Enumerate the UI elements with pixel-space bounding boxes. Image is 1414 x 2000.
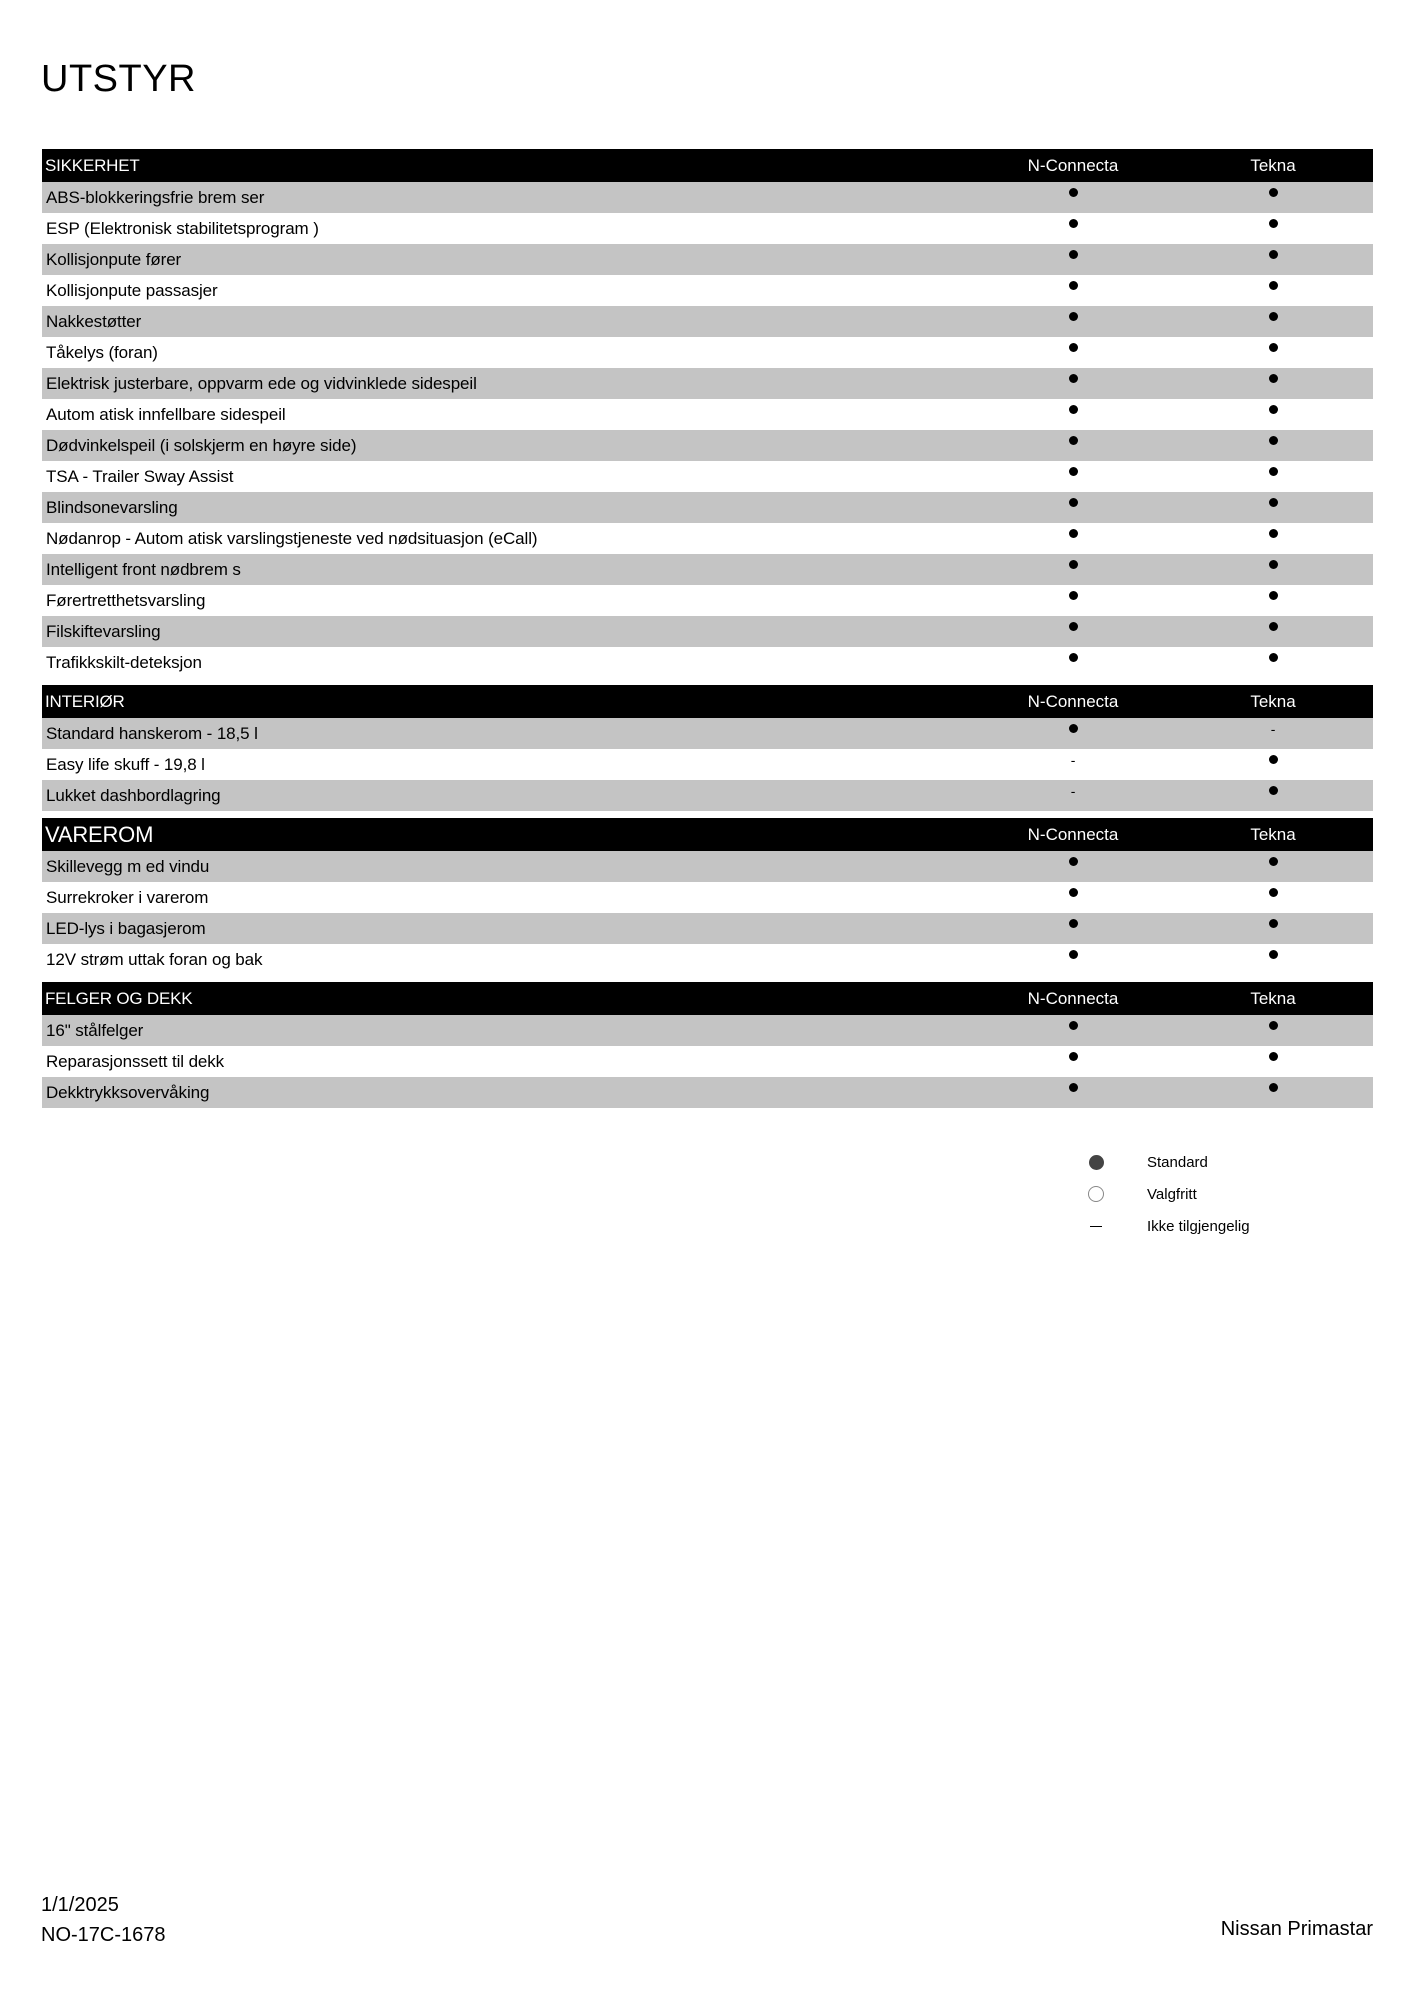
- value-cell: [973, 1046, 1173, 1077]
- value-cell: [973, 718, 1173, 749]
- standard-dot-icon: [1069, 312, 1078, 321]
- value-cell: [973, 275, 1173, 306]
- table-row: [42, 1046, 1373, 1077]
- row-label: Filskiftevarsling: [46, 621, 161, 641]
- legend-item-standard: [1075, 1146, 1315, 1178]
- value-cell: [973, 430, 1173, 461]
- column-header: N-Connecta: [1027, 691, 1119, 711]
- row-label: Reparasjonssett til dekk: [46, 1051, 225, 1071]
- column-header: N-Connecta: [1027, 824, 1119, 844]
- hollow-circle-icon: [1088, 1186, 1104, 1202]
- footer-left: [41, 1890, 166, 1950]
- row-label: Elektrisk justerbare, oppvarm ede og vidvinklede sidespeil: [46, 373, 477, 393]
- value-cell: [1173, 275, 1373, 306]
- standard-dot-icon: [1069, 653, 1078, 662]
- standard-dot-icon: [1069, 219, 1078, 228]
- row-label: Kollisjonpute fører: [46, 249, 182, 269]
- table-row: [42, 780, 1373, 811]
- standard-dot-icon: [1269, 529, 1278, 538]
- legend-label: Valgfritt: [1147, 1185, 1197, 1203]
- standard-dot-icon: [1069, 188, 1078, 197]
- section-title: INTERIØR: [45, 691, 125, 711]
- standard-dot-icon: [1269, 250, 1278, 259]
- legend-label: Standard: [1147, 1153, 1208, 1171]
- column-header: Tekna: [1250, 691, 1296, 711]
- row-label: Førertretthetsvarsling: [46, 590, 206, 610]
- standard-dot-icon: [1069, 281, 1078, 290]
- standard-dot-icon: [1069, 498, 1078, 507]
- standard-dot-icon: [1069, 1021, 1078, 1030]
- standard-dot-icon: [1269, 888, 1278, 897]
- value-cell: [973, 585, 1173, 616]
- row-label: ABS-blokkeringsfrie brem ser: [46, 187, 265, 207]
- row-label: LED-lys i bagasjerom: [46, 918, 206, 938]
- standard-dot-icon: [1269, 405, 1278, 414]
- not-available-dash: -: [1270, 721, 1276, 737]
- table-row: [42, 430, 1373, 461]
- row-label: Tåkelys (foran): [46, 342, 158, 362]
- table-row: [42, 461, 1373, 492]
- row-label: Dekktrykksovervåking: [46, 1082, 210, 1102]
- column-header: Tekna: [1250, 824, 1296, 844]
- legend: [1075, 1146, 1315, 1242]
- section-header: [42, 685, 1373, 718]
- standard-dot-icon: [1269, 436, 1278, 445]
- legend-item-optional: [1075, 1178, 1315, 1210]
- standard-dot-icon: [1269, 1021, 1278, 1030]
- value-cell: [1173, 244, 1373, 275]
- value-cell: [973, 523, 1173, 554]
- value-cell: [1173, 616, 1373, 647]
- standard-dot-icon: [1069, 529, 1078, 538]
- column-header: N-Connecta: [1027, 988, 1119, 1008]
- value-cell: [973, 337, 1173, 368]
- standard-dot-icon: [1069, 560, 1078, 569]
- value-cell: [973, 851, 1173, 882]
- row-label: Easy life skuff - 19,8 l: [46, 754, 205, 774]
- standard-dot-icon: [1269, 919, 1278, 928]
- standard-dot-icon: [1269, 1083, 1278, 1092]
- table-row: [42, 492, 1373, 523]
- standard-dot-icon: [1269, 343, 1278, 352]
- standard-dot-icon: [1269, 857, 1278, 866]
- equipment-tables: [42, 149, 1373, 1115]
- section-header: [42, 149, 1373, 182]
- table-row: [42, 523, 1373, 554]
- table-row: [42, 368, 1373, 399]
- row-label: Standard hanskerom - 18,5 l: [46, 723, 258, 743]
- value-cell: [1173, 461, 1373, 492]
- standard-dot-icon: [1069, 1083, 1078, 1092]
- value-cell: [1173, 585, 1373, 616]
- row-label: 12V strøm uttak foran og bak: [46, 949, 263, 969]
- value-cell: [1173, 430, 1373, 461]
- value-cell: [973, 616, 1173, 647]
- section-header: [42, 982, 1373, 1015]
- standard-dot-icon: [1269, 653, 1278, 662]
- row-label: Dødvinkelspeil (i solskjerm en høyre side): [46, 435, 357, 455]
- value-cell: [1173, 523, 1373, 554]
- row-label: Surrekroker i varerom: [46, 887, 209, 907]
- value-cell: [1173, 780, 1373, 811]
- standard-dot-icon: [1069, 405, 1078, 414]
- value-cell: [973, 749, 1173, 780]
- column-header: Tekna: [1250, 988, 1296, 1008]
- value-cell: [973, 368, 1173, 399]
- legend-symbol: [1075, 1186, 1117, 1202]
- value-cell: [973, 882, 1173, 913]
- row-label: TSA - Trailer Sway Assist: [46, 466, 234, 486]
- row-label: Nødanrop - Autom atisk varslingstjeneste ved nødsituasjon (eCall): [46, 528, 538, 548]
- value-cell: [973, 1077, 1173, 1108]
- table-row: [42, 306, 1373, 337]
- standard-dot-icon: [1269, 622, 1278, 631]
- value-cell: [1173, 1046, 1373, 1077]
- not-available-dash: -: [1070, 752, 1076, 768]
- section-title: FELGER OG DEKK: [45, 988, 193, 1008]
- table-row: [42, 718, 1373, 749]
- section-varerom: [42, 818, 1373, 975]
- table-row: [42, 851, 1373, 882]
- standard-dot-icon: [1069, 343, 1078, 352]
- value-cell: [973, 492, 1173, 523]
- value-cell: [1173, 492, 1373, 523]
- standard-dot-icon: [1269, 786, 1278, 795]
- legend-label: Ikke tilgjengelig: [1147, 1217, 1250, 1235]
- value-cell: [1173, 306, 1373, 337]
- legend-symbol: [1075, 1226, 1117, 1227]
- standard-dot-icon: [1269, 498, 1278, 507]
- standard-dot-icon: [1269, 591, 1278, 600]
- section-felger-og-dekk: [42, 982, 1373, 1108]
- value-cell: [973, 780, 1173, 811]
- value-cell: [1173, 1077, 1373, 1108]
- column-header: N-Connecta: [1027, 155, 1119, 175]
- row-label: Autom atisk innfellbare sidespeil: [46, 404, 286, 424]
- table-row: [42, 399, 1373, 430]
- standard-dot-icon: [1069, 857, 1078, 866]
- dash-icon: [1090, 1226, 1102, 1227]
- standard-dot-icon: [1069, 436, 1078, 445]
- standard-dot-icon: [1269, 281, 1278, 290]
- table-row: [42, 913, 1373, 944]
- value-cell: [1173, 213, 1373, 244]
- value-cell: [1173, 1015, 1373, 1046]
- standard-dot-icon: [1269, 312, 1278, 321]
- value-cell: [973, 461, 1173, 492]
- value-cell: [1173, 718, 1373, 749]
- standard-dot-icon: [1269, 1052, 1278, 1061]
- standard-dot-icon: [1269, 374, 1278, 383]
- row-label: 16" stålfelger: [46, 1020, 144, 1040]
- table-row: [42, 275, 1373, 306]
- standard-dot-icon: [1269, 219, 1278, 228]
- section-title: VAREROM: [45, 821, 154, 847]
- table-row: [42, 616, 1373, 647]
- footer-code: NO-17C-1678: [41, 1924, 166, 1946]
- filled-circle-icon: [1089, 1155, 1104, 1170]
- table-row: [42, 647, 1373, 678]
- standard-dot-icon: [1269, 755, 1278, 764]
- value-cell: [973, 913, 1173, 944]
- standard-dot-icon: [1269, 950, 1278, 959]
- section-sikkerhet: [42, 149, 1373, 678]
- page-title: UTSTYR: [41, 58, 196, 100]
- row-label: Trafikkskilt-deteksjon: [46, 652, 202, 672]
- value-cell: [973, 647, 1173, 678]
- section-title: SIKKERHET: [45, 155, 140, 175]
- standard-dot-icon: [1069, 888, 1078, 897]
- table-row: [42, 244, 1373, 275]
- standard-dot-icon: [1069, 622, 1078, 631]
- footer-date: 1/1/2025: [41, 1894, 119, 1916]
- standard-dot-icon: [1069, 919, 1078, 928]
- value-cell: [973, 554, 1173, 585]
- not-available-dash: -: [1070, 783, 1076, 799]
- legend-item-na: [1075, 1210, 1315, 1242]
- value-cell: [973, 399, 1173, 430]
- standard-dot-icon: [1269, 188, 1278, 197]
- standard-dot-icon: [1069, 724, 1078, 733]
- section-interiør: [42, 685, 1373, 811]
- table-row: [42, 749, 1373, 780]
- table-row: [42, 1077, 1373, 1108]
- value-cell: [1173, 337, 1373, 368]
- value-cell: [1173, 182, 1373, 213]
- standard-dot-icon: [1269, 467, 1278, 476]
- table-row: [42, 554, 1373, 585]
- standard-dot-icon: [1069, 950, 1078, 959]
- value-cell: [1173, 944, 1373, 975]
- table-row: [42, 585, 1373, 616]
- standard-dot-icon: [1069, 1052, 1078, 1061]
- standard-dot-icon: [1069, 374, 1078, 383]
- value-cell: [973, 306, 1173, 337]
- value-cell: [1173, 554, 1373, 585]
- row-label: Lukket dashbordlagring: [46, 785, 221, 805]
- value-cell: [1173, 913, 1373, 944]
- table-row: [42, 213, 1373, 244]
- table-row: [42, 882, 1373, 913]
- row-label: Nakkestøtter: [46, 311, 142, 331]
- value-cell: [1173, 749, 1373, 780]
- standard-dot-icon: [1269, 560, 1278, 569]
- table-row: [42, 1015, 1373, 1046]
- value-cell: [1173, 882, 1373, 913]
- column-header: Tekna: [1250, 155, 1296, 175]
- standard-dot-icon: [1069, 250, 1078, 259]
- value-cell: [1173, 647, 1373, 678]
- legend-symbol: [1075, 1155, 1117, 1170]
- value-cell: [973, 944, 1173, 975]
- row-label: ESP (Elektronisk stabilitetsprogram ): [46, 218, 319, 238]
- row-label: Blindsonevarsling: [46, 497, 178, 517]
- value-cell: [973, 182, 1173, 213]
- footer-model: Nissan Primastar: [1220, 1918, 1373, 1940]
- row-label: Kollisjonpute passasjer: [46, 280, 218, 300]
- value-cell: [1173, 399, 1373, 430]
- row-label: Skillevegg m ed vindu: [46, 856, 210, 876]
- section-header: [42, 818, 1373, 851]
- value-cell: [1173, 368, 1373, 399]
- row-label: Intelligent front nødbrem s: [46, 559, 241, 579]
- value-cell: [973, 244, 1173, 275]
- standard-dot-icon: [1069, 591, 1078, 600]
- table-row: [42, 944, 1373, 975]
- table-row: [42, 182, 1373, 213]
- value-cell: [973, 1015, 1173, 1046]
- value-cell: [973, 213, 1173, 244]
- standard-dot-icon: [1069, 467, 1078, 476]
- table-row: [42, 337, 1373, 368]
- value-cell: [1173, 851, 1373, 882]
